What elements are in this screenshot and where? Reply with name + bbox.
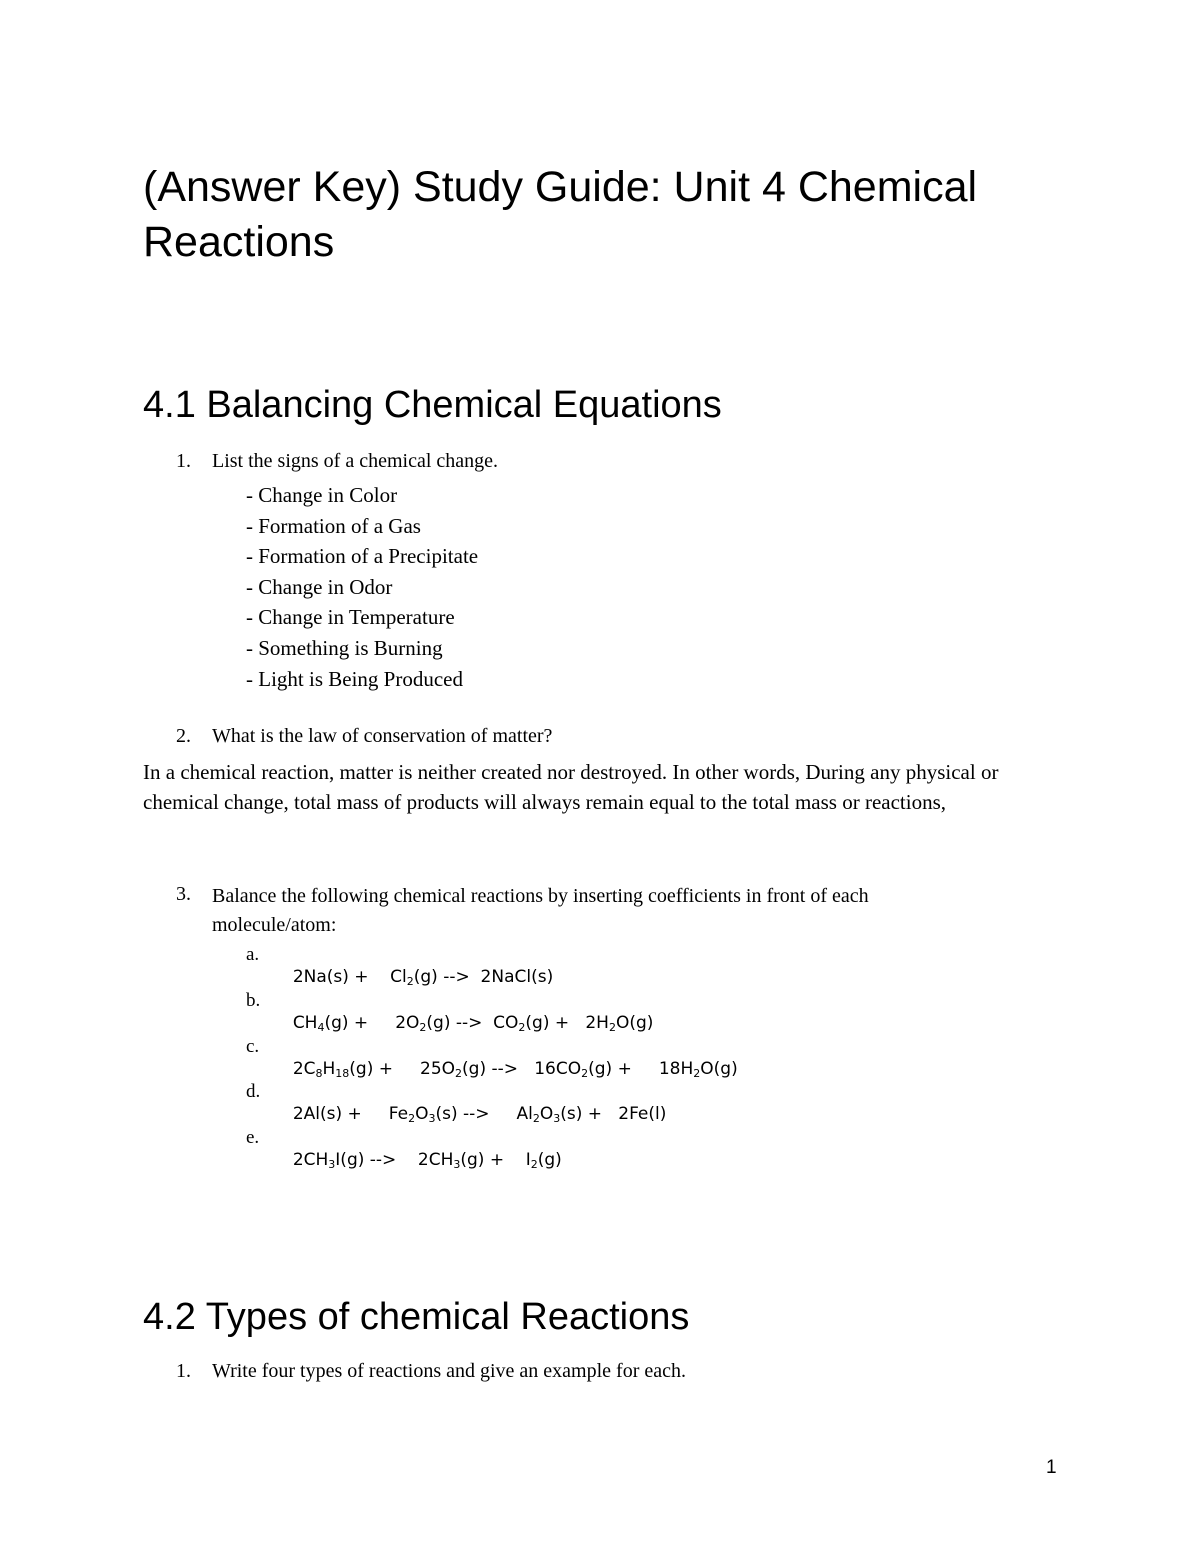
equation-label: d. <box>246 1081 261 1102</box>
list-item: - Change in Temperature <box>246 605 455 630</box>
answer-paragraph: In a chemical reaction, matter is neither created nor destroyed. In other words, During any physical or chemical change, total mass of products will always remain equal to the total mass or reactions, <box>143 760 999 814</box>
equation-label: c. <box>246 1036 260 1057</box>
question-text: List the signs of a chemical change. <box>212 450 499 472</box>
list-item: - Formation of a Precipitate <box>246 544 479 569</box>
question-number: 3. <box>176 883 191 905</box>
section-heading-4-2: 4.2 Types of chemical Reactions <box>143 1296 690 1338</box>
equation-label: e. <box>246 1127 260 1148</box>
question-number: 1. <box>176 1360 191 1382</box>
list-item: - Something is Burning <box>246 635 443 660</box>
equation-label: a. <box>246 944 260 965</box>
signs-list <box>246 480 478 694</box>
list-item: - Change in Color <box>246 483 398 507</box>
list-item: - Formation of a Gas <box>246 513 421 538</box>
list-item: - Change in Odor <box>246 574 393 599</box>
equation-d: 2Al(s) + $Fe_2O_3(s)$ --> $Al_2O_3(s) + 2Fe(l)$ <box>292 1104 667 1125</box>
question-number: 1. <box>176 450 191 472</box>
question-number: 2. <box>176 725 191 747</box>
equation-a: 2Na(s) + $Cl_2(g)$ --> 2NaCl(s) <box>292 967 554 988</box>
question-text: What is the law of conservation of matter? <box>212 725 553 747</box>
equation-e: $2CH_3I(g)$ --> $2CH_3(g)$ + $I_2(g)$ <box>292 1150 562 1171</box>
list-item: - Light is Being Produced <box>246 666 463 691</box>
question-text: Write four types of reactions and give an example for each. <box>212 1360 686 1382</box>
equation-c: $2C_8H_{18}(g)$ + $25O_2(g)$ --> $16CO_2(g)$ + $18H_2O(g)$ <box>292 1059 738 1080</box>
equation-label: b. <box>246 990 261 1011</box>
section-heading-4-1: 4.1 Balancing Chemical Equations <box>143 384 722 426</box>
document-title: (Answer Key) Study Guide: Unit 4 Chemical Reactions <box>143 163 978 266</box>
page-number: 1 <box>1046 1457 1057 1478</box>
equation-b: $CH_4(g)$ + $2O_2(g)$ --> $CO_2(g) + 2H_2O(g)$ <box>292 1013 654 1034</box>
question-text: Balance the following chemical reactions by inserting coefficients in front of each molecule/atom: <box>212 885 869 936</box>
